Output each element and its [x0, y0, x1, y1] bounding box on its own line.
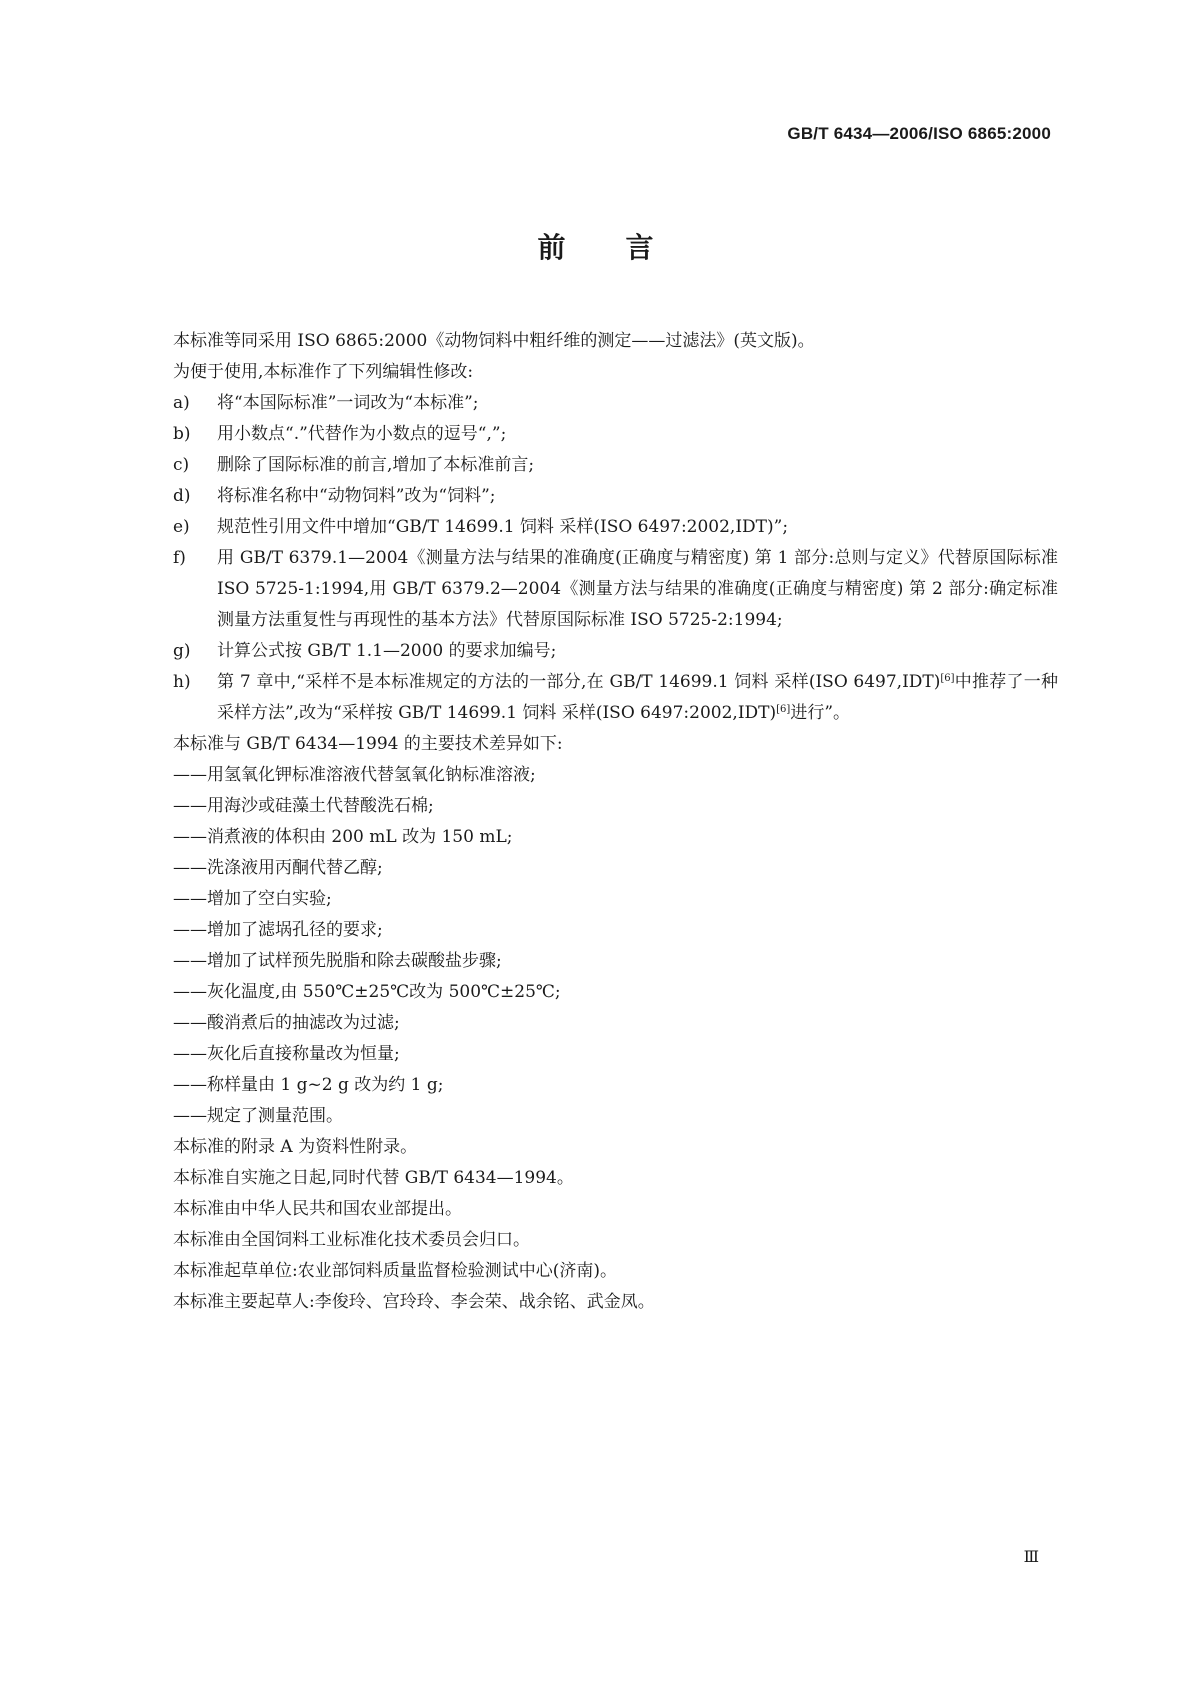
edit-item: [173, 450, 1058, 481]
edit-text-part: 进行”。: [790, 703, 851, 723]
intro-line: 本标准等同采用 ISO 6865:2000《动物饲料中粗纤维的测定——过滤法》(英文版)。: [173, 331, 815, 351]
closing-line: 本标准由中华人民共和国农业部提出。: [173, 1199, 462, 1219]
differences-intro: 本标准与 GB/T 6434—1994 的主要技术差异如下:: [173, 734, 563, 754]
edit-text: 用小数点“.”代替作为小数点的逗号“,”;: [217, 424, 507, 444]
edit-marker: e): [173, 517, 190, 537]
edit-item: [173, 636, 1058, 667]
foreword-body: [173, 326, 1058, 1318]
edit-text: 计算公式按 GB/T 1.1—2000 的要求加编号;: [217, 641, 557, 661]
edit-text: 将标准名称中“动物饲料”改为“饲料”;: [217, 486, 496, 506]
difference-item: ——增加了试样预先脱脂和除去碳酸盐步骤;: [173, 951, 502, 971]
difference-item: ——增加了空白实验;: [173, 889, 332, 909]
edit-marker: f): [173, 548, 186, 568]
edit-item: [173, 419, 1058, 450]
page-title: 前言: [537, 231, 714, 264]
difference-item: ——灰化后直接称量改为恒量;: [173, 1044, 400, 1064]
reference-mark: [6]: [940, 673, 955, 684]
standard-code: GB/T 6434—2006/ISO 6865:2000: [787, 124, 1051, 143]
difference-item: ——用海沙或硅藻土代替酸洗石棉;: [173, 796, 434, 816]
page-number: Ⅲ: [1023, 1547, 1039, 1566]
edit-item: [173, 667, 1058, 729]
edit-item: [173, 512, 1058, 543]
edit-text: 删除了国际标准的前言,增加了本标准前言;: [217, 455, 535, 475]
edit-item: [173, 543, 1058, 636]
reference-mark: [6]: [776, 704, 791, 715]
edit-text-part: 中推荐了一种采样方法”,改为“采样按 GB/T 14699.1 饲料 采样(ISO 6497:2002,IDT): [217, 672, 1058, 723]
edit-text: 规范性引用文件中增加“GB/T 14699.1 饲料 采样(ISO 6497:2002,IDT)”;: [217, 517, 789, 537]
edit-marker: d): [173, 486, 191, 506]
difference-item: ——增加了滤埚孔径的要求;: [173, 920, 383, 940]
closing-line: 本标准自实施之日起,同时代替 GB/T 6434—1994。: [173, 1168, 574, 1188]
edit-item: [173, 388, 1058, 419]
closing-line: 本标准起草单位:农业部饲料质量监督检验测试中心(济南)。: [173, 1261, 617, 1281]
closing-line: 本标准由全国饲料工业标准化技术委员会归口。: [173, 1230, 530, 1250]
edit-marker: a): [173, 393, 190, 413]
difference-item: ——用氢氧化钾标准溶液代替氢氧化钠标准溶液;: [173, 765, 536, 785]
edit-marker: b): [173, 424, 191, 444]
edit-marker: g): [173, 641, 191, 661]
difference-item: ——酸消煮后的抽滤改为过滤;: [173, 1013, 400, 1033]
edit-text: 将“本国际标准”一词改为“本标准”;: [217, 393, 479, 413]
edit-marker: h): [173, 672, 191, 692]
edit-text-part: 第 7 章中,“采样不是本标准规定的方法的一部分,在 GB/T 14699.1 饲料 采样(ISO 6497,IDT): [217, 672, 941, 692]
difference-item: ——洗涤液用丙酮代替乙醇;: [173, 858, 383, 878]
difference-item: ——灰化温度,由 550℃±25℃改为 500℃±25℃;: [173, 982, 561, 1002]
closing-line: 本标准主要起草人:李俊玲、宫玲玲、李会荣、战余铭、武金凤。: [173, 1292, 655, 1312]
difference-item: ——规定了测量范围。: [173, 1106, 343, 1126]
intro-line: 为便于使用,本标准作了下列编辑性修改:: [173, 362, 474, 382]
closing-line: 本标准的附录 A 为资料性附录。: [173, 1137, 418, 1157]
edit-text: 用 GB/T 6379.1—2004《测量方法与结果的准确度(正确度与精密度) 第 1 部分:总则与定义》代替原国际标准 ISO 5725-1:1994,用 GB/T 6379.2—2004《测量方法与结果的准确度(正确度与精密度) 第 2 部分:确定标准测量方法重复性与再现性的基本方法》代替原国际标准 ISO 5725-2:1994;: [217, 548, 1058, 630]
edit-text: [217, 667, 1058, 729]
difference-item: ——称样量由 1 g~2 g 改为约 1 g;: [173, 1075, 444, 1095]
edit-item: [173, 481, 1058, 512]
difference-item: ——消煮液的体积由 200 mL 改为 150 mL;: [173, 827, 513, 847]
edit-marker: c): [173, 455, 190, 475]
